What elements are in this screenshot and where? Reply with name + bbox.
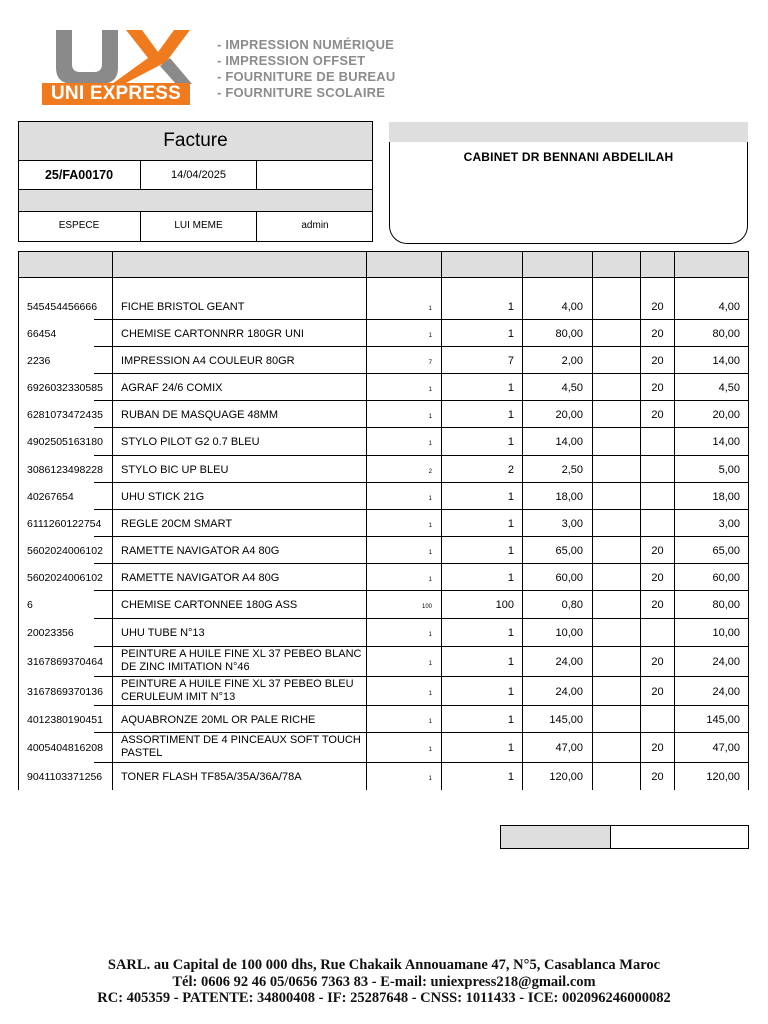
footer-line-1: SARL. au Capital de 100 000 dhs, Rue Chakaik Annouamane 47, N°5, Casablanca Maroc [107, 957, 661, 973]
item-designation: CHEMISE CARTONNEE 180G ASS [121, 599, 298, 611]
item-unit-price: 2,50 [561, 464, 583, 476]
item-code: 66454 [27, 328, 57, 340]
table-row [18, 763, 749, 790]
item-quantity: 1 [507, 518, 514, 530]
item-small-qty: 1 [428, 306, 432, 312]
item-total: 80,00 [712, 328, 740, 340]
item-tva: 20 [651, 572, 664, 584]
item-total: 4,50 [718, 382, 740, 394]
item-total: 145,00 [706, 714, 740, 726]
invoice-date: 14/04/2025 [170, 169, 227, 181]
item-total: 10,00 [712, 627, 740, 639]
divider [256, 160, 257, 190]
footer-line-2: Tél: 0606 92 46 05/0656 7363 83 - E-mail: uniexpress218@gmail.com [172, 974, 596, 990]
table-row [18, 374, 749, 401]
item-tva: 20 [651, 301, 664, 313]
item-unit-price: 10,00 [555, 627, 583, 639]
item-total: 14,00 [712, 355, 740, 367]
item-designation: PEINTURE A HUILE FINE XL 37 PEBEO BLEU CERULEUM IMIT N°13 [121, 678, 354, 703]
table-row [18, 293, 749, 320]
item-total: 14,00 [712, 436, 740, 448]
services-list [217, 37, 395, 101]
service-item: - FOURNITURE SCOLAIRE [217, 85, 386, 100]
item-quantity: 1 [507, 627, 514, 639]
item-code: 5602024006102 [27, 572, 103, 584]
item-small-qty: 1 [428, 661, 432, 667]
item-unit-price: 145,00 [549, 714, 583, 726]
item-quantity: 7 [507, 355, 514, 367]
item-unit-price: 2,00 [561, 355, 583, 367]
item-unit-price: 60,00 [555, 572, 583, 584]
item-tva: 20 [651, 686, 664, 698]
item-designation: REGLE 20CM SMART [121, 518, 233, 530]
item-code: 3086123498228 [27, 464, 103, 476]
item-unit-price: 4,50 [561, 382, 583, 394]
table-row [18, 483, 749, 510]
service-item: - IMPRESSION NUMÉRIQUE [217, 37, 395, 52]
item-small-qty: 1 [428, 496, 432, 502]
table-row [18, 401, 749, 428]
item-code: 2236 [27, 355, 51, 367]
divider [610, 825, 611, 849]
item-total: 65,00 [712, 545, 740, 557]
item-code: 545454456666 [27, 301, 98, 313]
table-row [18, 706, 749, 733]
item-quantity: 1 [507, 686, 514, 698]
item-unit-price: 20,00 [555, 409, 583, 421]
table-row [18, 647, 749, 677]
logo-wordmark: UNI EXPRESS [42, 83, 190, 105]
table-row [18, 619, 749, 647]
item-designation: AQUABRONZE 20ML OR PALE RICHE [121, 714, 316, 726]
item-unit-price: 0,80 [561, 599, 583, 611]
item-tva: 20 [651, 656, 664, 668]
item-code: 20023356 [27, 627, 74, 639]
item-designation: UHU STICK 21G [121, 491, 205, 503]
item-tva: 20 [651, 328, 664, 340]
item-small-qty: 1 [428, 387, 432, 393]
table-row [18, 510, 749, 537]
item-tva: 20 [651, 771, 664, 783]
item-code: 4012380190451 [27, 714, 103, 726]
table-row [18, 733, 749, 763]
item-quantity: 1 [507, 328, 514, 340]
table-row [18, 591, 749, 619]
item-tva: 20 [651, 599, 664, 611]
table-row [18, 677, 749, 706]
item-total: 3,00 [718, 518, 740, 530]
item-total: 47,00 [712, 742, 740, 754]
service-item: - FOURNITURE DE BUREAU [217, 69, 396, 84]
item-quantity: 1 [507, 301, 514, 313]
table-row [18, 320, 749, 347]
item-small-qty: 1 [428, 550, 432, 556]
item-total: 18,00 [712, 491, 740, 503]
item-code: 6926032330585 [27, 382, 103, 394]
delivered-by: LUI MEME [174, 220, 223, 231]
item-small-qty: 1 [428, 523, 432, 529]
item-total: 80,00 [712, 599, 740, 611]
item-code: 9041103371256 [27, 771, 103, 783]
item-designation: RAMETTE NAVIGATOR A4 80G [121, 572, 280, 584]
table-row [18, 456, 749, 483]
item-designation: CHEMISE CARTONNRR 180GR UNI [121, 328, 304, 340]
item-unit-price: 14,00 [555, 436, 583, 448]
item-quantity: 1 [507, 714, 514, 726]
item-small-qty: 7 [428, 360, 432, 366]
client-header-band [389, 122, 748, 142]
item-small-qty: 1 [428, 632, 432, 638]
item-quantity: 1 [507, 771, 514, 783]
item-total: 4,00 [718, 301, 740, 313]
item-designation: RAMETTE NAVIGATOR A4 80G [121, 545, 280, 557]
invoice-number: 25/FA00170 [44, 168, 114, 182]
service-item: - IMPRESSION OFFSET [217, 53, 366, 68]
item-quantity: 1 [507, 409, 514, 421]
client-name: CABINET DR BENNANI ABDELILAH [463, 150, 674, 164]
item-designation: UHU TUBE N°13 [121, 627, 205, 639]
item-tva: 20 [651, 545, 664, 557]
item-code: 4902505163180 [27, 436, 103, 448]
item-unit-price: 65,00 [555, 545, 583, 557]
item-small-qty: 1 [428, 776, 432, 782]
item-unit-price: 24,00 [555, 686, 583, 698]
total-label-cell [501, 826, 610, 848]
item-designation: FICHE BRISTOL GEANT [121, 301, 245, 313]
item-quantity: 1 [507, 656, 514, 668]
item-code: 40267654 [27, 491, 74, 503]
item-total: 120,00 [706, 771, 740, 783]
header-grey-band [19, 190, 372, 211]
item-quantity: 100 [495, 599, 514, 611]
item-small-qty: 1 [428, 333, 432, 339]
item-small-qty: 1 [428, 441, 432, 447]
item-quantity: 1 [507, 572, 514, 584]
item-small-qty: 1 [428, 719, 432, 725]
item-unit-price: 24,00 [555, 656, 583, 668]
item-tva: 20 [651, 382, 664, 394]
item-code: 4005404816208 [27, 742, 103, 754]
item-small-qty: 1 [428, 414, 432, 420]
item-unit-price: 47,00 [555, 742, 583, 754]
item-total: 20,00 [712, 409, 740, 421]
table-row [18, 347, 749, 374]
item-quantity: 1 [507, 545, 514, 557]
item-total: 60,00 [712, 572, 740, 584]
item-small-qty: 1 [428, 577, 432, 583]
item-code: 5602024006102 [27, 545, 103, 557]
item-tva: 20 [651, 742, 664, 754]
item-designation: PEINTURE A HUILE FINE XL 37 PEBEO BLANC DE ZINC IMITATION N°46 [121, 648, 362, 673]
item-code: 6111260122754 [27, 518, 102, 530]
invoice-title: Facture [19, 122, 372, 160]
item-code: 6281073472435 [27, 409, 103, 421]
item-tva: 20 [651, 409, 664, 421]
item-quantity: 1 [507, 491, 514, 503]
item-unit-price: 80,00 [555, 328, 583, 340]
item-small-qty: 1 [428, 747, 432, 753]
item-total: 24,00 [712, 686, 740, 698]
item-unit-price: 4,00 [561, 301, 583, 313]
item-code: 3167869370464 [27, 656, 103, 668]
item-tva: 20 [651, 355, 664, 367]
item-designation: IMPRESSION A4 COULEUR 80GR [121, 355, 295, 367]
item-code: 6 [27, 599, 33, 611]
item-designation: TONER FLASH TF85A/35A/36A/78A [121, 771, 302, 783]
footer-line-3: RC: 405359 - PATENTE: 34800408 - IF: 25287648 - CNSS: 1011433 - ICE: 002096246000082 [97, 990, 671, 1006]
table-row [18, 428, 749, 456]
table-row [18, 564, 749, 591]
user-name: admin [301, 220, 329, 231]
item-designation: AGRAF 24/6 COMIX [121, 382, 223, 394]
table-row [18, 537, 749, 564]
payment-method: ESPECE [58, 220, 100, 231]
item-total: 24,00 [712, 656, 740, 668]
item-unit-price: 3,00 [561, 518, 583, 530]
item-designation: RUBAN DE MASQUAGE 48MM [121, 409, 279, 421]
item-small-qty: 2 [428, 469, 432, 475]
item-designation: STYLO PILOT G2 0.7 BLEU [121, 436, 260, 448]
item-designation: STYLO BIC UP BLEU [121, 464, 229, 476]
item-quantity: 2 [507, 464, 514, 476]
item-quantity: 1 [507, 436, 514, 448]
item-small-qty: 100 [421, 604, 432, 610]
item-designation: ASSORTIMENT DE 4 PINCEAUX SOFT TOUCH PASTEL [121, 734, 361, 759]
item-quantity: 1 [507, 382, 514, 394]
item-small-qty: 1 [428, 691, 432, 697]
item-code: 3167869370136 [27, 686, 103, 698]
item-total: 5,00 [718, 464, 740, 476]
item-quantity: 1 [507, 742, 514, 754]
item-unit-price: 120,00 [549, 771, 583, 783]
item-unit-price: 18,00 [555, 491, 583, 503]
